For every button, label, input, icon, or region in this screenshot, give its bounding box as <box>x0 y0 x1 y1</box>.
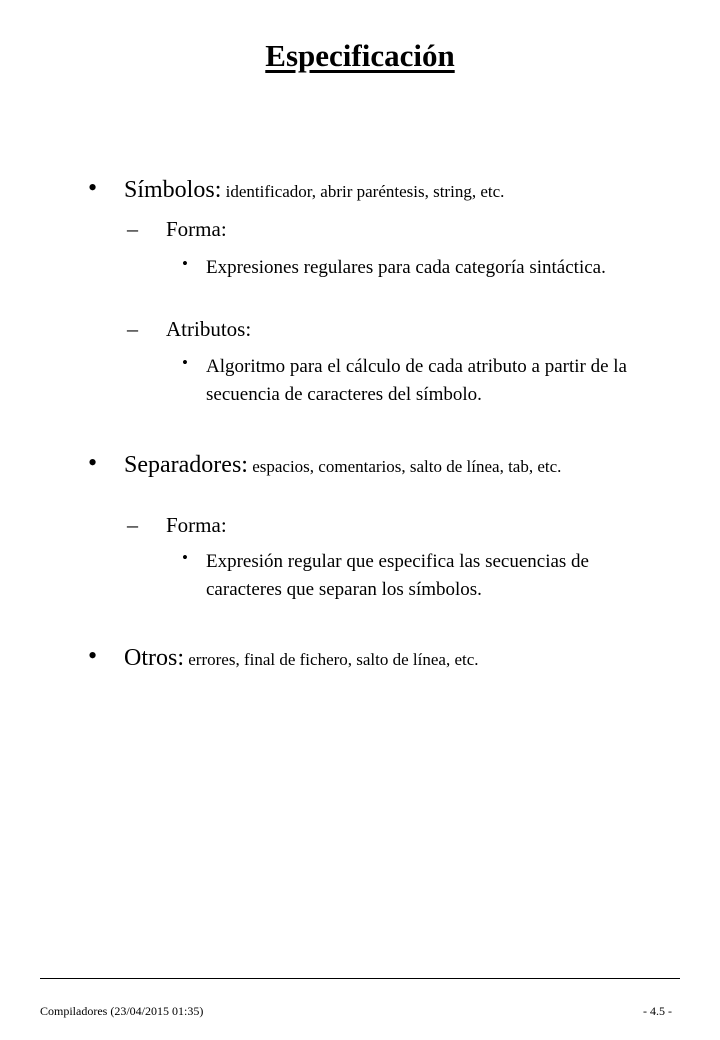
item-heading: Otros: <box>124 645 184 671</box>
page-title: Especificación <box>265 38 455 73</box>
bullet-icon: • <box>88 448 98 477</box>
bullet-icon: • <box>88 173 98 202</box>
item-description: identificador, abrir paréntesis, string, etc. <box>221 182 505 201</box>
dash-icon: – <box>127 316 138 341</box>
bullet-icon: • <box>182 353 188 372</box>
bullet-icon: • <box>182 254 188 273</box>
footer-course-info: Compiladores (23/04/2015 01:35) <box>40 1004 204 1018</box>
page-number: - 4.5 - <box>643 1004 672 1018</box>
item-heading: Separadores: <box>124 452 248 478</box>
item-description: errores, final de fichero, salto de línea, etc. <box>184 650 479 669</box>
item-text: Atributos: <box>166 317 252 341</box>
item-text: Expresiones regulares para cada categoría sintáctica. <box>206 257 606 278</box>
item-text: Algoritmo para el cálculo de cada atributo a partir de la secuencia de caracteres del símbolo. <box>206 356 627 405</box>
dash-icon: – <box>127 216 138 241</box>
item-text: Forma: <box>166 513 227 537</box>
bullet-icon: • <box>182 548 188 567</box>
item-text: Forma: <box>166 217 227 241</box>
dash-icon: – <box>127 512 138 537</box>
item-heading: Símbolos: <box>124 177 222 203</box>
item-description: espacios, comentarios, salto de línea, tab, etc. <box>247 457 562 476</box>
bullet-icon: • <box>88 641 98 670</box>
item-text: Expresión regular que especifica las secuencias de caracteres que separan los símbolos. <box>206 551 589 600</box>
footer-divider <box>40 978 680 979</box>
